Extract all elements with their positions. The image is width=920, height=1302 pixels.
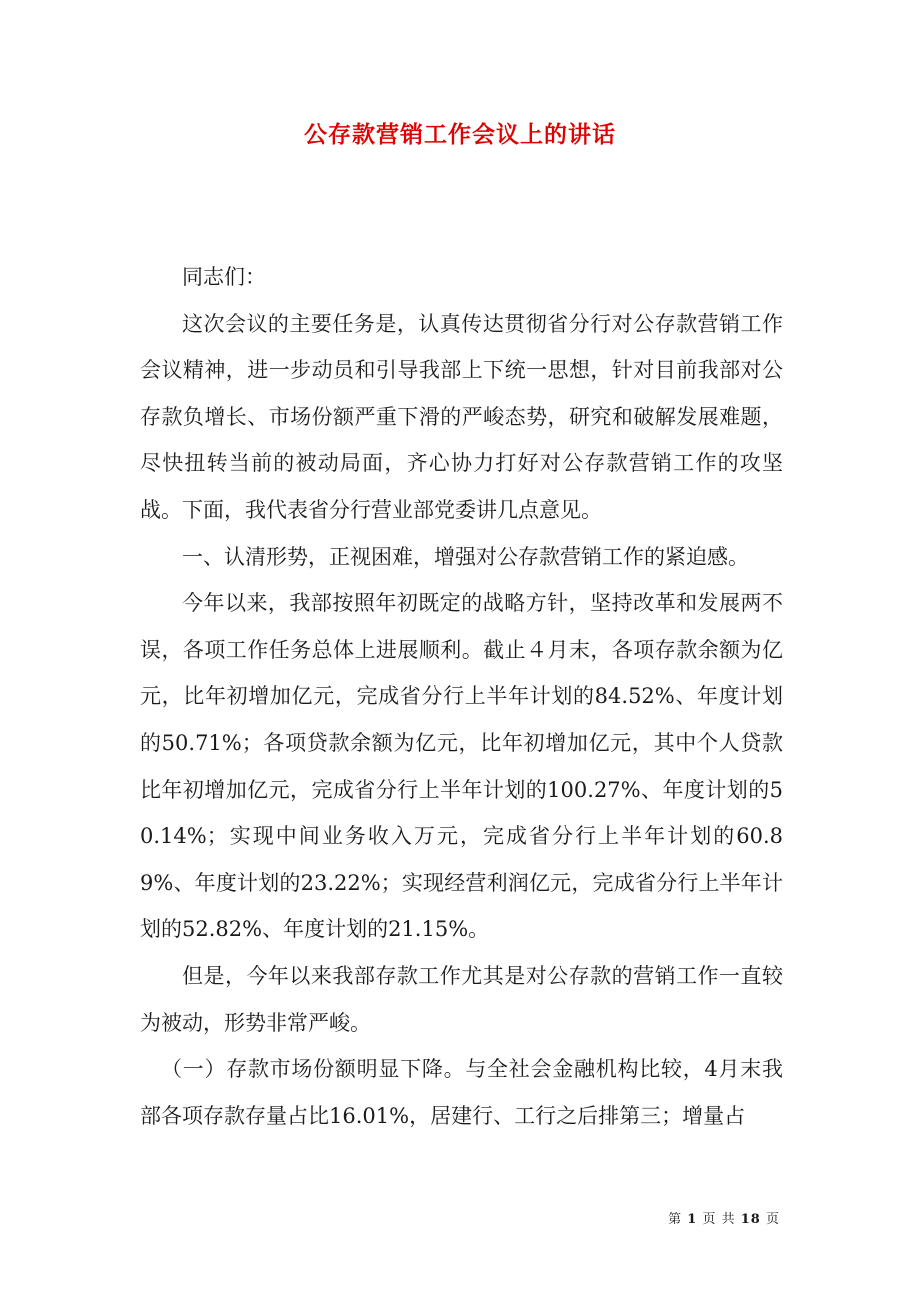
page-footer — [0, 1208, 780, 1227]
document-body — [140, 254, 783, 1139]
situation-paragraph: 但是，今年以来我部存款工作尤其是对公存款的营销工作一直较为被动，形势非常严峻。 — [140, 963, 783, 1035]
performance-paragraph: 今年以来，我部按照年初既定的战略方针，坚持改革和发展两不误，各项工作任务总体上进展顺利。截止４月末，各项存款余额为亿元，比年初增加亿元，完成省分行上半年计划的84.52%、年度计划的50.71%；各项贷款余额为亿元，比年初增加亿元，其中个人贷款比年初增加亿元，完成省分行上半年计划的100.27%、年度计划的50.14%；实现中间业务收入万元，完成省分行上半年计划的60.89%、年度计划的23.22%；实现经营利润亿元，完成省分行上半年计划的52.82%、年度计划的21.15%。 — [140, 591, 783, 942]
footer-middle: 页 共 — [702, 1212, 736, 1227]
footer-total-pages: 18 — [740, 1212, 761, 1227]
footer-prefix: 第 — [668, 1212, 683, 1227]
intro-paragraph: 这次会议的主要任务是，认真传达贯彻省分行对公存款营销工作会议精神，进一步动员和引导我部上下统一思想，针对目前我部对公存款负增长、市场份额严重下滑的严峻态势，研究和破解发展难题，尽快扭转当前的被动局面，齐心协力打好对公存款营销工作的攻坚战。下面，我代表省分行营业部党委讲几点意见。 — [140, 311, 783, 522]
salutation-paragraph: 同志们： — [182, 265, 266, 289]
document-title: 公存款营销工作会议上的讲话 — [304, 122, 616, 148]
subsection-paragraph-1: （一）存款市场份额明显下降。与全社会金融机构比较，4月末我部各项存款存量占比16.01%，居建行、工行之后排第三；增量占 — [140, 1057, 783, 1128]
footer-suffix: 页 — [765, 1212, 780, 1227]
section-heading-1: 一、认清形势，正视困难，增强对公存款营销工作的紧迫感。 — [182, 544, 749, 569]
footer-page-number: 1 — [687, 1212, 698, 1227]
